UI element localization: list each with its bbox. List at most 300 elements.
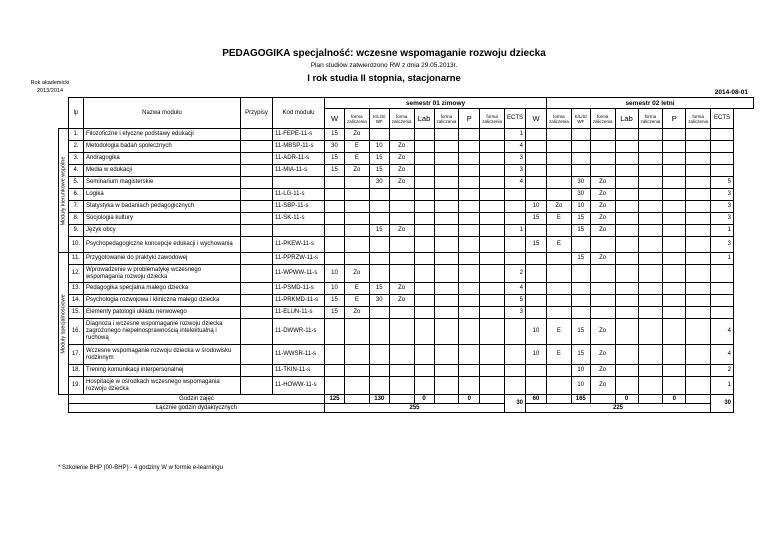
cell-f2 <box>547 165 572 177</box>
cell-e2 <box>711 153 734 165</box>
cell-e1 <box>505 237 526 253</box>
cell-k2 <box>571 237 590 253</box>
cell-p1 <box>459 201 480 213</box>
cell-fk2 <box>590 307 615 319</box>
totals-cell <box>434 395 459 404</box>
row-number: 17. <box>69 345 84 365</box>
cell-fp1 <box>480 307 505 319</box>
module-name: Trening komunikacji interpersonalnej <box>84 365 241 377</box>
cell-w2: 15 <box>526 213 547 225</box>
cell-e1 <box>505 377 526 395</box>
cell-fk1: Zo <box>389 295 414 307</box>
cell-k1 <box>369 189 389 201</box>
cell-p1 <box>459 165 480 177</box>
col-module-code: Kod modułu <box>273 98 325 129</box>
row-number: 9. <box>69 225 84 237</box>
cell-e1 <box>505 365 526 377</box>
cell-f1 <box>345 253 370 265</box>
cell-p1 <box>459 295 480 307</box>
cell-fl1 <box>434 213 459 225</box>
total-s2-sum: 225 <box>526 404 711 413</box>
cell-w1: 30 <box>325 141 345 153</box>
cell-fp1 <box>480 153 505 165</box>
cell-f2: Zo <box>547 201 572 213</box>
cell-fp2 <box>686 365 711 377</box>
module-name: Metodologia badań społecznych <box>84 141 241 153</box>
cell-p1 <box>459 365 480 377</box>
cell-fl1 <box>434 153 459 165</box>
cell-k2: 30 <box>571 177 590 189</box>
row-notes <box>241 141 273 153</box>
study-plan-table <box>58 97 754 413</box>
total-s1-lab: 0 <box>414 395 434 404</box>
cell-w2 <box>526 225 547 237</box>
cell-p1 <box>459 153 480 165</box>
total-s1-w: 125 <box>325 395 345 404</box>
col-forma: forma zaliczenia <box>480 109 505 129</box>
col-forma: forma zaliczenia <box>638 109 663 129</box>
totals-row-hours <box>59 395 754 404</box>
cell-fp1 <box>480 177 505 189</box>
cell-l2 <box>615 307 638 319</box>
module-name: Socjologia kultury <box>84 213 241 225</box>
module-code: 11-MBSP-11-s <box>273 141 325 153</box>
cell-w2 <box>526 153 547 165</box>
cell-p1 <box>459 283 480 295</box>
cell-e2 <box>711 307 734 319</box>
cell-fl2 <box>638 319 663 345</box>
cell-w1 <box>325 365 345 377</box>
cell-fk1: Zo <box>389 141 414 153</box>
cell-p2 <box>663 165 686 177</box>
cell-fl1 <box>434 295 459 307</box>
cell-p1 <box>459 237 480 253</box>
plan-approval-note: Plan studiów zatwierdzono RW z dnia 29.05.2013r. <box>310 62 458 69</box>
cell-fl2 <box>638 213 663 225</box>
cell-k2 <box>571 265 590 283</box>
cell-p1 <box>459 189 480 201</box>
cell-f1: E <box>345 283 370 295</box>
module-name: Statystyka w badaniach pedagogicznych <box>84 201 241 213</box>
module-code: 11-FEPE-11-s <box>273 129 325 141</box>
cell-fp2 <box>686 129 711 141</box>
cell-e2: 1 <box>711 377 734 395</box>
cell-fk1 <box>389 377 414 395</box>
cell-p1 <box>459 377 480 395</box>
cell-fk2 <box>590 265 615 283</box>
row-number: 8. <box>69 213 84 225</box>
row-number: 7. <box>69 201 84 213</box>
cell-fl1 <box>434 253 459 265</box>
total-s2-p: 0 <box>663 395 686 404</box>
cell-l2 <box>615 225 638 237</box>
cell-w2: 10 <box>526 345 547 365</box>
cell-w2 <box>526 295 547 307</box>
cell-l2 <box>615 201 638 213</box>
cell-p1 <box>459 265 480 283</box>
totals-row-sum <box>59 404 754 413</box>
group-label-specjalnosciowe: Moduły specjalnościowe <box>60 293 66 354</box>
cell-f1 <box>345 201 370 213</box>
cell-l2 <box>615 265 638 283</box>
row-number: 19. <box>69 377 84 395</box>
cell-f2 <box>547 377 572 395</box>
cell-p2 <box>663 141 686 153</box>
total-s2-ects: 30 <box>711 395 734 413</box>
cell-l2 <box>615 141 638 153</box>
cell-p2 <box>663 319 686 345</box>
cell-w1 <box>325 177 345 189</box>
cell-k2 <box>571 295 590 307</box>
cell-p1 <box>459 253 480 265</box>
module-code: 11-HOWW-11-s <box>273 377 325 395</box>
module-name: Wprowadzenie w problematykę wczesnego wspomagania rozwoju dziecka <box>84 265 241 283</box>
module-name: Andragogika <box>84 153 241 165</box>
cell-fl2 <box>638 265 663 283</box>
cell-fl2 <box>638 345 663 365</box>
cell-fl1 <box>434 189 459 201</box>
col-forma: forma zaliczenia <box>345 109 370 129</box>
cell-fl2 <box>638 295 663 307</box>
cell-l1 <box>414 237 434 253</box>
row-notes <box>241 253 273 265</box>
cell-fl2 <box>638 253 663 265</box>
cell-p1 <box>459 307 480 319</box>
cell-fk1 <box>389 307 414 319</box>
row-number: 14. <box>69 295 84 307</box>
cell-e1 <box>505 213 526 225</box>
cell-l1 <box>414 177 434 189</box>
cell-l2 <box>615 129 638 141</box>
cell-l1 <box>414 283 434 295</box>
cell-fk2: Zo <box>590 377 615 395</box>
cell-k1 <box>369 345 389 365</box>
cell-e2: 4 <box>711 345 734 365</box>
cell-fk1 <box>389 189 414 201</box>
cell-e2 <box>711 141 734 153</box>
cell-p1 <box>459 319 480 345</box>
cell-fk1 <box>389 319 414 345</box>
cell-fk2: Zo <box>590 177 615 189</box>
cell-k2: 10 <box>571 377 590 395</box>
table-row <box>59 283 754 295</box>
module-code <box>273 177 325 189</box>
cell-l1 <box>414 377 434 395</box>
row-notes <box>241 129 273 141</box>
cell-fk2 <box>590 129 615 141</box>
table-row <box>59 377 754 395</box>
cell-e1 <box>505 345 526 365</box>
row-notes <box>241 201 273 213</box>
cell-w2 <box>526 283 547 295</box>
cell-fk2: Zo <box>590 345 615 365</box>
cell-w2 <box>526 141 547 153</box>
cell-l2 <box>615 345 638 365</box>
col-module-name: Nazwa modułu <box>84 98 241 129</box>
cell-e2 <box>711 165 734 177</box>
cell-k1: 15 <box>369 153 389 165</box>
group-label-kierunkowe: Moduły kierunkowe wspólne <box>60 156 66 225</box>
total-s1-sum: 255 <box>325 404 505 413</box>
cell-fl1 <box>434 283 459 295</box>
cell-f2 <box>547 141 572 153</box>
cell-p2 <box>663 365 686 377</box>
cell-f2: E <box>547 237 572 253</box>
cell-f1: E <box>345 295 370 307</box>
cell-k1 <box>369 307 389 319</box>
cell-l2 <box>615 177 638 189</box>
cell-fp2 <box>686 189 711 201</box>
row-number: 13. <box>69 283 84 295</box>
cell-fk1 <box>389 213 414 225</box>
cell-e1: 3 <box>505 165 526 177</box>
row-number: 1. <box>69 129 84 141</box>
cell-f1: E <box>345 153 370 165</box>
cell-f1 <box>345 377 370 395</box>
row-number: 15. <box>69 307 84 319</box>
cell-f1 <box>345 319 370 345</box>
cell-fp1 <box>480 365 505 377</box>
cell-fl1 <box>434 319 459 345</box>
table-row <box>59 265 754 283</box>
table-row <box>59 365 754 377</box>
cell-w1: 15 <box>325 129 345 141</box>
cell-l2 <box>615 213 638 225</box>
cell-fl1 <box>434 365 459 377</box>
total-s2-w: 60 <box>526 395 547 404</box>
cell-w2 <box>526 265 547 283</box>
totals-cell <box>686 395 711 404</box>
cell-f2 <box>547 365 572 377</box>
module-code: 11-ELUN-11-s <box>273 307 325 319</box>
cell-fl1 <box>434 307 459 319</box>
module-code: 11-WWSR-11-s <box>273 345 325 365</box>
cell-e1: 3 <box>505 307 526 319</box>
cell-fp2 <box>686 377 711 395</box>
cell-w1: 10 <box>325 283 345 295</box>
cell-fl2 <box>638 177 663 189</box>
cell-w1 <box>325 189 345 201</box>
cell-w1 <box>325 345 345 365</box>
row-number: 2. <box>69 141 84 153</box>
cell-p2 <box>663 377 686 395</box>
row-number: 6. <box>69 189 84 201</box>
cell-e1: 5 <box>505 295 526 307</box>
cell-l1 <box>414 307 434 319</box>
cell-f2 <box>547 307 572 319</box>
cell-l1 <box>414 129 434 141</box>
cell-f1 <box>345 177 370 189</box>
cell-k2 <box>571 129 590 141</box>
cell-k2 <box>571 307 590 319</box>
cell-p1 <box>459 129 480 141</box>
cell-fl2 <box>638 283 663 295</box>
cell-e2: 3 <box>711 201 734 213</box>
cell-fk1: Zo <box>389 177 414 189</box>
row-notes <box>241 265 273 283</box>
cell-fp2 <box>686 165 711 177</box>
totals-cell <box>638 395 663 404</box>
cell-l2 <box>615 189 638 201</box>
cell-e1: 2 <box>505 265 526 283</box>
table-row <box>59 153 754 165</box>
cell-fl1 <box>434 201 459 213</box>
cell-w2 <box>526 177 547 189</box>
cell-p1 <box>459 141 480 153</box>
cell-fk1 <box>389 265 414 283</box>
cell-f1 <box>345 189 370 201</box>
module-code: 11-DWWR-11-s <box>273 319 325 345</box>
cell-fp2 <box>686 141 711 153</box>
cell-k2 <box>571 141 590 153</box>
cell-e1 <box>505 253 526 265</box>
cell-k2: 15 <box>571 225 590 237</box>
row-notes <box>241 319 273 345</box>
cell-fp2 <box>686 345 711 365</box>
cell-k1: 30 <box>369 177 389 189</box>
col-w-sem2: W <box>526 109 547 129</box>
cell-k1: 15 <box>369 225 389 237</box>
cell-e2: 3 <box>711 237 734 253</box>
cell-k1: 10 <box>369 141 389 153</box>
total-s2-lab: 0 <box>615 395 638 404</box>
cell-fl2 <box>638 141 663 153</box>
row-notes <box>241 307 273 319</box>
cell-p2 <box>663 253 686 265</box>
cell-w2: 15 <box>526 237 547 253</box>
cell-fk2: Zo <box>590 319 615 345</box>
cell-p2 <box>663 265 686 283</box>
cell-fk1 <box>389 345 414 365</box>
cell-l1 <box>414 295 434 307</box>
cell-l2 <box>615 295 638 307</box>
cell-f2: E <box>547 319 572 345</box>
cell-e2: 1 <box>711 225 734 237</box>
row-notes <box>241 283 273 295</box>
cell-w2: 10 <box>526 319 547 345</box>
row-notes <box>241 177 273 189</box>
cell-k1: 15 <box>369 283 389 295</box>
col-kl: K/L/S/ WF <box>369 109 389 129</box>
cell-l1 <box>414 253 434 265</box>
row-number: 4. <box>69 165 84 177</box>
table-row <box>59 295 754 307</box>
cell-fk1 <box>389 365 414 377</box>
row-notes <box>241 345 273 365</box>
cell-w1: 15 <box>325 153 345 165</box>
cell-p2 <box>663 189 686 201</box>
cell-f1 <box>345 365 370 377</box>
module-name: Język obcy <box>84 225 241 237</box>
cell-e2: 5 <box>711 177 734 189</box>
cell-l1 <box>414 319 434 345</box>
spacer <box>59 395 69 413</box>
cell-fp1 <box>480 165 505 177</box>
total-s1-p: 0 <box>459 395 480 404</box>
cell-fl1 <box>434 165 459 177</box>
table-row <box>59 165 754 177</box>
cell-l2 <box>615 237 638 253</box>
cell-e1 <box>505 319 526 345</box>
total-s2-k: 165 <box>571 395 590 404</box>
cell-p1 <box>459 345 480 365</box>
cell-fp1 <box>480 237 505 253</box>
cell-fk1: Zo <box>389 165 414 177</box>
cell-f2 <box>547 129 572 141</box>
cell-k2: 15 <box>571 253 590 265</box>
cell-fl1 <box>434 345 459 365</box>
cell-w2: 10 <box>526 201 547 213</box>
cell-l2 <box>615 165 638 177</box>
semester-1-header: semestr 01 zimowy <box>325 98 547 109</box>
cell-p1 <box>459 225 480 237</box>
totals-cell <box>547 395 572 404</box>
col-lab: Lab <box>615 109 638 129</box>
cell-f2: E <box>547 213 572 225</box>
cell-l1 <box>414 201 434 213</box>
cell-fl1 <box>434 237 459 253</box>
cell-w2 <box>526 189 547 201</box>
cell-k1 <box>369 129 389 141</box>
cell-fl2 <box>638 377 663 395</box>
cell-fp2 <box>686 153 711 165</box>
module-code: 11-PKEW-11-s <box>273 237 325 253</box>
cell-fl2 <box>638 129 663 141</box>
cell-fp1 <box>480 213 505 225</box>
document-title: PEDAGOGIKA specjalność: wczesne wspomaganie rozwoju dziecka <box>222 48 546 59</box>
col-forma: forma zaliczenia <box>434 109 459 129</box>
cell-e1: 4 <box>505 141 526 153</box>
cell-fl1 <box>434 177 459 189</box>
cell-w1: 15 <box>325 165 345 177</box>
cell-fp1 <box>480 141 505 153</box>
module-code: 11-MIA-11-s <box>273 165 325 177</box>
module-code: 11-PSMD-11-s <box>273 283 325 295</box>
cell-f2 <box>547 177 572 189</box>
cell-l2 <box>615 153 638 165</box>
row-notes <box>241 213 273 225</box>
cell-e1 <box>505 189 526 201</box>
label-laczne: Łącznie godzin dydaktycznych <box>69 404 325 413</box>
cell-f1 <box>345 213 370 225</box>
label-godzin-zajec: Godzin zajęć <box>69 395 325 404</box>
cell-k1: 15 <box>369 165 389 177</box>
col-forma: forma zaliczenia <box>389 109 414 129</box>
cell-w1 <box>325 225 345 237</box>
cell-f2: E <box>547 345 572 365</box>
module-name: Seminarium magisterskie <box>84 177 241 189</box>
cell-p2 <box>663 295 686 307</box>
cell-fl2 <box>638 307 663 319</box>
cell-f1: Zo <box>345 165 370 177</box>
cell-fk2: Zo <box>590 189 615 201</box>
document-subtitle: I rok studia II stopnia, stacjonarne <box>307 73 461 84</box>
col-forma: forma zaliczenia <box>686 109 711 129</box>
cell-l2 <box>615 365 638 377</box>
cell-fp2 <box>686 237 711 253</box>
cell-fp2 <box>686 177 711 189</box>
module-code: 11-SK-11-s <box>273 213 325 225</box>
row-notes <box>241 153 273 165</box>
cell-fl1 <box>434 129 459 141</box>
col-forma: forma zaliczenia <box>590 109 615 129</box>
cell-k1 <box>369 265 389 283</box>
table-row <box>59 307 754 319</box>
module-code: 11-SBP-11-s <box>273 201 325 213</box>
cell-l1 <box>414 365 434 377</box>
cell-f2 <box>547 189 572 201</box>
cell-e1 <box>505 201 526 213</box>
